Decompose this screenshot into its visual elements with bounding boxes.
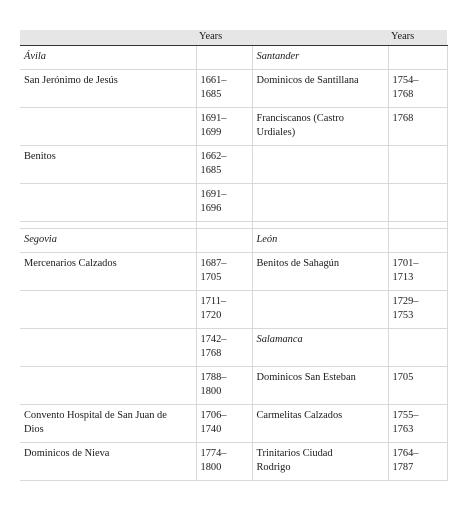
cell-years-right	[388, 46, 447, 70]
header-cell-institution-left	[20, 30, 196, 46]
cell-institution-left: Ávila	[20, 46, 196, 70]
monastery-years-table	[20, 30, 448, 481]
cell-institution-left: Benitos	[20, 146, 196, 184]
cell-institution-left: Dominicos de Nieva	[20, 443, 196, 481]
table-row	[20, 229, 447, 253]
cell-institution-right: León	[252, 229, 388, 253]
monastery-years-table-container	[20, 30, 447, 481]
cell-years-right	[388, 229, 447, 253]
cell-institution-right: Santander	[252, 46, 388, 70]
cell-years-right: 1754– 1768	[388, 70, 447, 108]
cell-years-right: 1701– 1713	[388, 253, 447, 291]
cell-years-right	[388, 146, 447, 184]
table-row	[20, 405, 447, 443]
table-row	[20, 367, 447, 405]
cell-institution-left	[20, 367, 196, 405]
cell-institution-right: Dominicos de Santillana	[252, 70, 388, 108]
table-header	[20, 30, 447, 46]
cell-years-left: 1774– 1800	[196, 443, 252, 481]
table-row	[20, 291, 447, 329]
table-row	[20, 108, 447, 146]
table-row	[20, 46, 447, 70]
cell-institution-right: Franciscanos (Castro Urdiales)	[252, 108, 388, 146]
cell-years-left	[196, 46, 252, 70]
cell-years-left: 1691– 1699	[196, 108, 252, 146]
table-body	[20, 46, 447, 481]
spacer-cell	[20, 222, 196, 229]
cell-institution-left	[20, 291, 196, 329]
table-row	[20, 329, 447, 367]
cell-institution-right	[252, 291, 388, 329]
cell-institution-right: Dominicos San Esteban	[252, 367, 388, 405]
header-cell-institution-right	[252, 30, 388, 46]
cell-institution-left	[20, 329, 196, 367]
cell-years-right: 1705	[388, 367, 447, 405]
cell-institution-right	[252, 146, 388, 184]
cell-years-left: 1691– 1696	[196, 184, 252, 222]
table-spacer-row	[20, 222, 447, 229]
spacer-cell	[388, 222, 447, 229]
header-cell-years-right: Years	[388, 30, 447, 46]
table-row	[20, 184, 447, 222]
cell-institution-left	[20, 108, 196, 146]
cell-years-left	[196, 229, 252, 253]
cell-institution-right: Benitos de Sahagún	[252, 253, 388, 291]
cell-institution-left: Segovia	[20, 229, 196, 253]
cell-years-right: 1768	[388, 108, 447, 146]
cell-institution-left: San Jerónimo de Jesús	[20, 70, 196, 108]
cell-years-right	[388, 329, 447, 367]
cell-years-left: 1662– 1685	[196, 146, 252, 184]
cell-institution-left	[20, 184, 196, 222]
cell-years-left: 1788– 1800	[196, 367, 252, 405]
table-row	[20, 146, 447, 184]
cell-years-right: 1755– 1763	[388, 405, 447, 443]
table-row	[20, 70, 447, 108]
cell-years-right: 1764– 1787	[388, 443, 447, 481]
cell-institution-right: Carmelitas Calzados	[252, 405, 388, 443]
header-row	[20, 30, 447, 46]
spacer-cell	[196, 222, 252, 229]
cell-institution-right	[252, 184, 388, 222]
header-cell-years-left: Years	[196, 30, 252, 46]
cell-years-left: 1687– 1705	[196, 253, 252, 291]
cell-institution-right: Salamanca	[252, 329, 388, 367]
spacer-cell	[252, 222, 388, 229]
cell-years-right: 1729– 1753	[388, 291, 447, 329]
table-row	[20, 443, 447, 481]
cell-years-left: 1706– 1740	[196, 405, 252, 443]
cell-years-left: 1711– 1720	[196, 291, 252, 329]
table-row	[20, 253, 447, 291]
cell-years-left: 1661– 1685	[196, 70, 252, 108]
cell-years-left: 1742– 1768	[196, 329, 252, 367]
cell-institution-left: Convento Hospital de San Juan de Dios	[20, 405, 196, 443]
cell-years-right	[388, 184, 447, 222]
cell-institution-left: Mercenarios Calzados	[20, 253, 196, 291]
cell-institution-right: Trinitarios Ciudad Rodrigo	[252, 443, 388, 481]
